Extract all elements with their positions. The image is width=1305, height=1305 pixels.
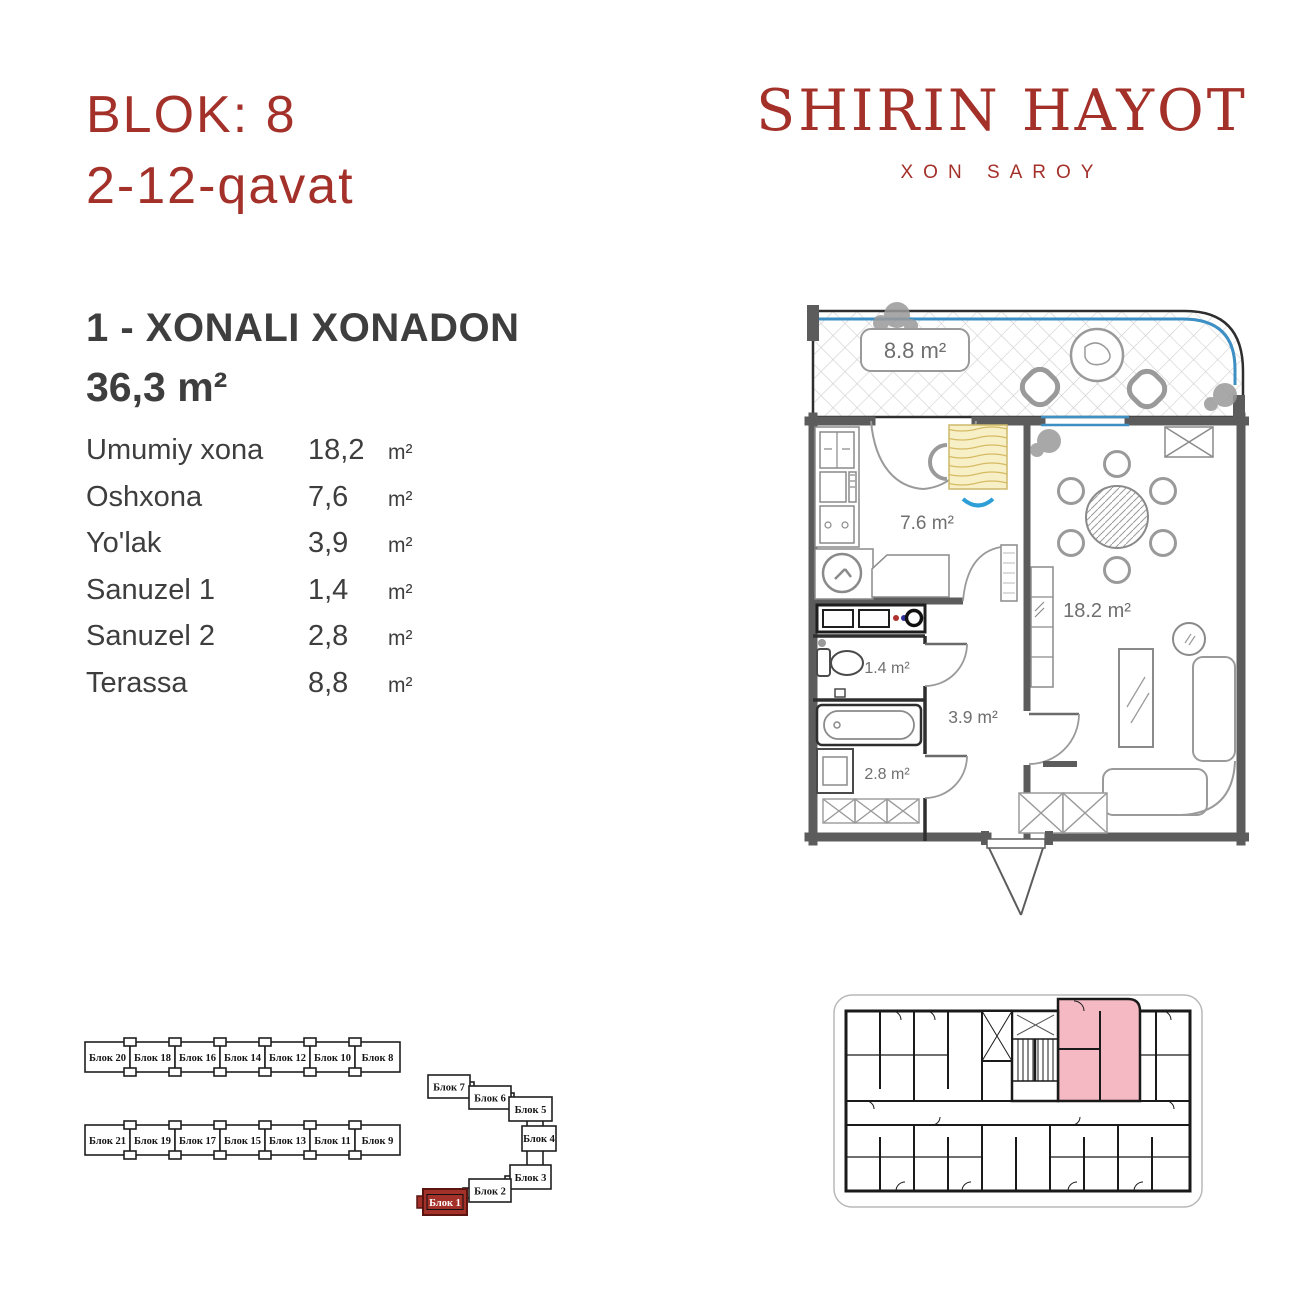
hall-living-door-swing bbox=[1029, 714, 1079, 764]
room-label: Sanuzel 2 bbox=[86, 620, 215, 652]
plant-icon bbox=[1030, 429, 1061, 457]
laundry-units bbox=[817, 605, 925, 632]
tv-panel bbox=[1119, 649, 1153, 747]
floor-hatch bbox=[1019, 793, 1107, 833]
block-label: Блок 17 bbox=[178, 1136, 217, 1147]
block-label: Блок 5 bbox=[514, 1105, 547, 1116]
bathroom2-area-label: 2.8 m² bbox=[864, 766, 910, 783]
staircase bbox=[1012, 1011, 1058, 1101]
room-value: 7,6 bbox=[308, 480, 349, 513]
dining-table bbox=[1086, 486, 1148, 548]
bathroom2-door-swing bbox=[925, 756, 967, 798]
terrace-area-label: 8.8 m² bbox=[883, 338, 947, 363]
floor-range: 2-12-qavat bbox=[86, 157, 355, 215]
room-unit: m² bbox=[388, 487, 413, 511]
room-unit: m² bbox=[388, 627, 413, 650]
block-label: Блок 21 bbox=[88, 1136, 127, 1147]
toilet bbox=[817, 649, 830, 676]
table-row bbox=[86, 620, 506, 667]
kitchen-area-label: 7.6 m² bbox=[900, 513, 954, 534]
kitchen bbox=[815, 425, 1017, 601]
room-value: 3,9 bbox=[308, 527, 349, 559]
block-label: Блок 14 bbox=[223, 1053, 262, 1064]
living-area-label: 18.2 m² bbox=[1063, 600, 1131, 622]
block-label: Блок 12 bbox=[268, 1053, 307, 1064]
highlighted-unit bbox=[1058, 999, 1140, 1101]
room-unit: m² bbox=[388, 441, 413, 464]
apartment-total-area: 36,3 m² bbox=[86, 364, 228, 410]
floor-hatch bbox=[823, 799, 919, 823]
bathroom-2 bbox=[817, 705, 967, 823]
room-label: Yo'lak bbox=[86, 527, 162, 559]
block-label: Блок 19 bbox=[133, 1136, 172, 1147]
entry-door bbox=[981, 831, 1053, 915]
block-label: Блок 3 bbox=[514, 1173, 547, 1184]
brand-tagline: XON SAROY bbox=[900, 162, 1104, 183]
table-row bbox=[86, 527, 506, 574]
block-label: Блок 7 bbox=[433, 1082, 465, 1094]
room-value: 2,8 bbox=[308, 620, 349, 652]
table-row bbox=[86, 481, 506, 528]
room-label: Terassa bbox=[86, 666, 188, 699]
side-table bbox=[1173, 623, 1205, 655]
shelf-unit bbox=[1165, 427, 1213, 457]
block-label: Блок 15 bbox=[223, 1136, 262, 1147]
block-label: Блок 11 bbox=[314, 1136, 351, 1147]
apartment-floorplan bbox=[797, 299, 1249, 921]
brand-name: SHIRIN HAYOT bbox=[756, 78, 1248, 144]
room-value: 8,8 bbox=[308, 666, 349, 699]
kitchen-door-swing bbox=[963, 547, 1001, 601]
living-room bbox=[1019, 427, 1235, 833]
highlighted-block-label: Блок 1 bbox=[429, 1198, 461, 1209]
block-label: Блок 2 bbox=[474, 1186, 506, 1198]
block-label: Блок 20 bbox=[88, 1053, 127, 1064]
elevator bbox=[982, 1011, 1012, 1061]
block-label: Блок 18 bbox=[133, 1053, 172, 1064]
block-label: Блок 4 bbox=[523, 1134, 555, 1145]
room-area-table bbox=[86, 434, 506, 713]
room-unit: m² bbox=[388, 580, 413, 604]
block-floor-header bbox=[86, 80, 355, 222]
site-map bbox=[78, 1030, 578, 1225]
table-row bbox=[86, 574, 506, 621]
brand-logo bbox=[752, 78, 1252, 184]
block-label: Блок 13 bbox=[268, 1136, 307, 1147]
bathroom1-door-swing bbox=[925, 644, 967, 686]
room-value: 18,2 bbox=[308, 434, 365, 466]
bathroom1-area-label: 1.4 m² bbox=[864, 660, 910, 677]
block-label: Блок 16 bbox=[178, 1053, 217, 1064]
block-label: Блок 6 bbox=[474, 1093, 506, 1105]
terrace-table bbox=[1071, 329, 1123, 381]
room-unit: m² bbox=[388, 673, 413, 697]
hall-area-label: 3.9 m² bbox=[948, 707, 998, 727]
room-label: Sanuzel 1 bbox=[86, 573, 215, 606]
living-window bbox=[1041, 417, 1129, 425]
table-row bbox=[86, 667, 506, 714]
kitchen-chair-blue bbox=[963, 499, 993, 506]
block-title: BLOK: 8 bbox=[86, 86, 297, 144]
block-label: Блок 10 bbox=[313, 1053, 352, 1064]
floor-key-plan bbox=[822, 985, 1217, 1218]
room-label: Umumiy xona bbox=[86, 434, 264, 466]
room-unit: m² bbox=[388, 534, 413, 557]
terrace bbox=[807, 302, 1245, 421]
room-label: Oshxona bbox=[86, 480, 203, 513]
table-row bbox=[86, 434, 506, 481]
block-label: Блок 9 bbox=[361, 1136, 394, 1147]
room-value: 1,4 bbox=[308, 573, 349, 606]
block-label: Блок 8 bbox=[361, 1053, 394, 1064]
kitchen-chair bbox=[930, 445, 947, 479]
highlighted-block bbox=[417, 1189, 467, 1215]
apartment-title: 1 - XONALI XONADON bbox=[86, 306, 520, 350]
